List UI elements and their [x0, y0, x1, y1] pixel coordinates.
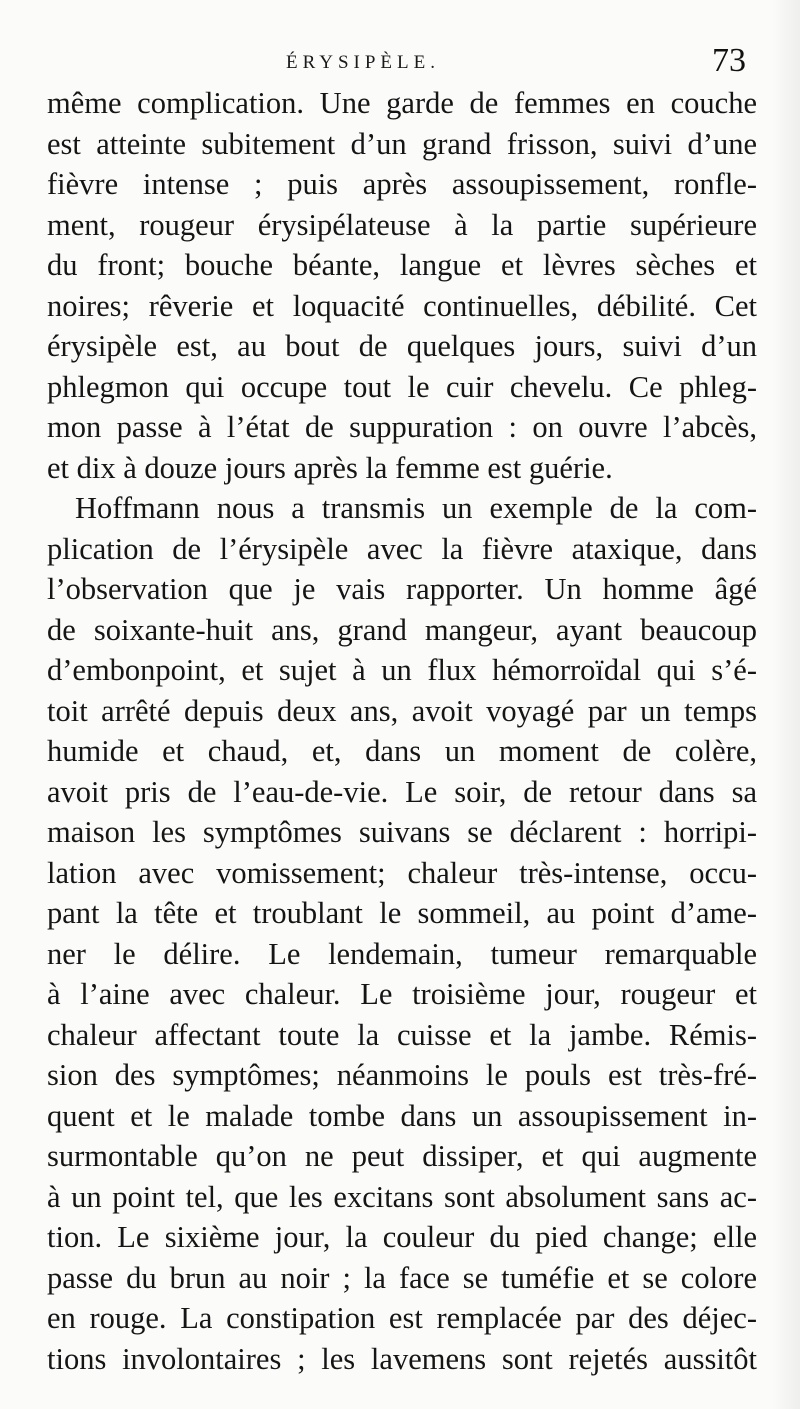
- text-line: ner le délire. Le lendemain, tumeur remarquable: [47, 936, 757, 971]
- text-line: en rouge. La constipation est remplacée par des déjec-: [47, 1301, 757, 1335]
- text-line: tions involontaires ; les lavemens sont rejetés aussitôt: [47, 1341, 757, 1376]
- text-line: fièvre intense ; puis après assoupissement, ronfle-: [47, 167, 757, 201]
- text-line: à l’aine avec chaleur. Le troisième jour, rougeur et: [47, 977, 757, 1011]
- text-line: ment, rougeur érysipélateuse à la partie supérieure: [47, 207, 757, 242]
- text-line: même complication. Une garde de femmes en couche: [47, 86, 757, 120]
- text-line: lation avec vomissement; chaleur très-intense, occu-: [47, 855, 757, 890]
- text-line: du front; bouche béante, langue et lèvres sèches et: [47, 248, 757, 282]
- text-line: surmontable qu’on ne peut dissiper, et qui augmente: [47, 1139, 757, 1173]
- text-line: toit arrêté depuis deux ans, avoit voyagé par un temps: [47, 693, 757, 728]
- text-line: humide et chaud, et, dans un moment de colère,: [47, 734, 757, 768]
- text-line: l’observation que je vais rapporter. Un homme âgé: [47, 572, 757, 606]
- paragraph: [47, 488, 757, 1379]
- text-line: avoit pris de l’eau-de-vie. Le soir, de retour dans sa: [47, 774, 757, 809]
- text-line: passe du brun au noir ; la face se tuméfie et se colore: [47, 1260, 757, 1295]
- text-line: et dix à douze jours après la femme est guérie.: [47, 450, 613, 485]
- text-line: pant la tête et troublant le sommeil, au point d’ame-: [47, 896, 757, 930]
- text-line: phlegmon qui occupe tout le cuir chevelu. Ce phleg-: [47, 369, 757, 404]
- text-line: de soixante-huit ans, grand mangeur, ayant beaucoup: [47, 612, 757, 647]
- text-line: à un point tel, que les excitans sont absolument sans ac-: [47, 1179, 757, 1214]
- text-line: tion. Le sixième jour, la couleur du pied change; elle: [47, 1220, 757, 1254]
- running-title: ÉRYSIPÈLE.: [286, 52, 440, 73]
- running-header: [0, 42, 800, 86]
- page-number: 73: [712, 42, 746, 79]
- paragraph: [47, 83, 757, 488]
- text-line: maison les symptômes suivans se déclarent : horripi-: [47, 815, 757, 849]
- text-line: d’embonpoint, et sujet à un flux hémorroïdal qui s’é-: [47, 653, 757, 687]
- text-line: érysipèle est, au bout de quelques jours, suivi d’un: [47, 329, 757, 363]
- body-text: [47, 83, 757, 1379]
- text-line: sion des symptômes; néanmoins le pouls est très-fré-: [47, 1058, 757, 1092]
- text-line: mon passe à l’état de suppuration : on ouvre l’abcès,: [47, 410, 757, 444]
- text-line: Hoffmann nous a transmis un exemple de la com-: [75, 491, 757, 525]
- text-line: est atteinte subitement d’un grand frisson, suivi d’une: [47, 126, 757, 161]
- text-line: quent et le malade tombe dans un assoupissement in-: [47, 1098, 757, 1133]
- text-line: noires; rêverie et loquacité continuelles, débilité. Cet: [47, 288, 757, 323]
- text-line: plication de l’érysipèle avec la fièvre ataxique, dans: [47, 531, 757, 566]
- text-line: chaleur affectant toute la cuisse et la jambe. Rémis-: [47, 1017, 757, 1052]
